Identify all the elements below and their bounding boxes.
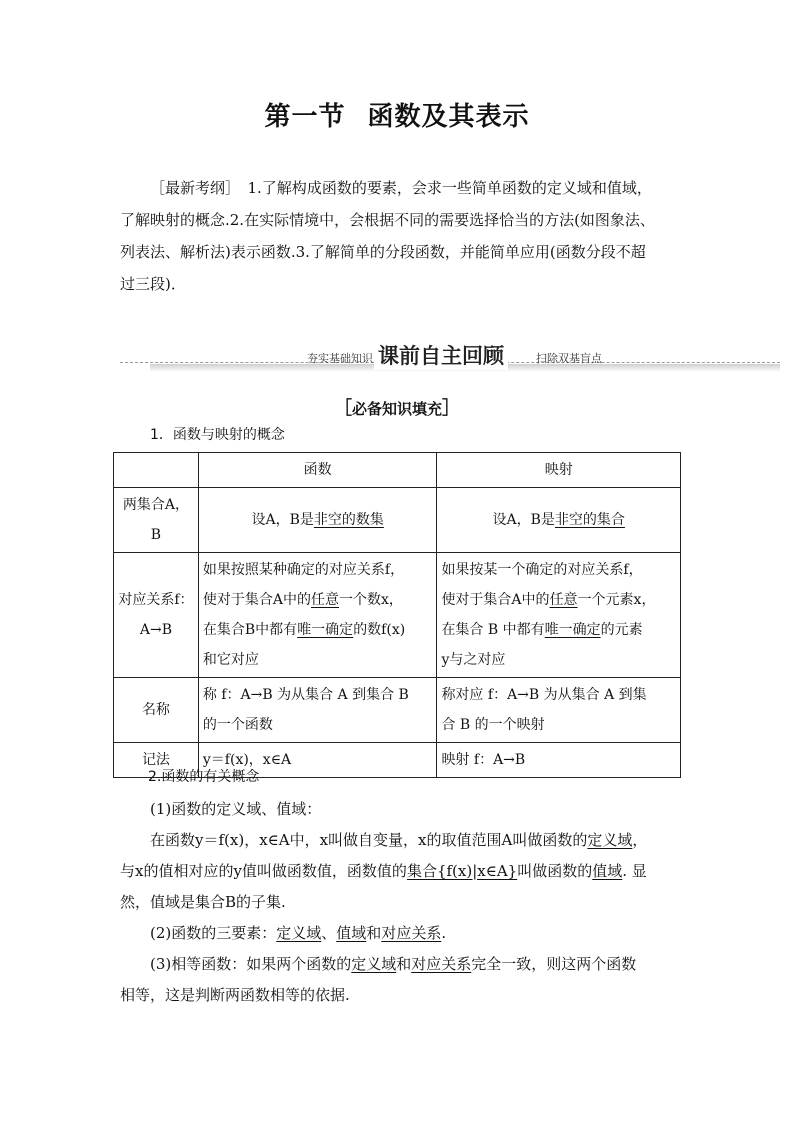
table-cell: 设A，B是非空的集合	[437, 488, 681, 553]
body-line: 与x的值相对应的y值叫做函数值，函数值的集合{f(x)|x∈A}叫做函数的值域. 显	[120, 862, 647, 880]
banner-title: 课前自主回顾	[374, 340, 508, 370]
table-cell: 映射 f：A→B	[437, 743, 681, 778]
section2-title: 2.函数的有关概念	[148, 769, 260, 785]
table-cell: 设A，B是非空的数集	[198, 488, 437, 553]
body-line: 然，值域是集合B的子集.	[120, 893, 286, 911]
heading-label: 必备知识填充	[351, 400, 442, 418]
table-header-cell: 函数	[198, 453, 437, 488]
banner-right-text: 扫除双基盲点	[536, 352, 602, 365]
row-label: 名称	[114, 678, 199, 743]
table-cell: 如果按某一个确定的对应关系f， 使对于集合A中的任意一个元素x， 在集合 B 中都有唯一确定的元素 y与之对应	[437, 553, 681, 678]
table-row	[114, 553, 681, 678]
table-header-cell: 映射	[437, 453, 681, 488]
page-title	[0, 96, 794, 133]
title-topic: 函数及其表示	[367, 102, 530, 132]
syllabus-line: 列表法、解析法)表示函数.3.了解简单的分段函数，并能简单应用(函数分段不超	[120, 243, 646, 261]
table-cell: y＝f(x)，x∈A	[198, 743, 437, 778]
syllabus-line: 过三段)．	[120, 275, 186, 293]
body-line: 在函数y＝f(x)，x∈A中，x叫做自变量，x的取值范围A叫做函数的定义域，	[150, 831, 648, 849]
concept-table	[113, 452, 681, 778]
table-cell: 称对应 f：A→B 为从集合 A 到集 合 B 的一个映射	[437, 678, 681, 743]
syllabus-paragraph	[120, 172, 680, 300]
syllabus-line: ［最新考纲］ 1.了解构成函数的要素，会求一些简单函数的定义域和值域，	[150, 179, 652, 197]
table-row	[114, 678, 681, 743]
table-row	[114, 488, 681, 553]
section2-body	[120, 794, 680, 1011]
table-cell: 称 f：A→B 为从集合 A 到集合 B 的一个函数	[198, 678, 437, 743]
banner-left-text: 夯实基础知识	[307, 352, 373, 365]
heading-bracket-close: ］	[442, 398, 460, 419]
table-header-row	[114, 453, 681, 488]
table-cell: 如果按照某种确定的对应关系f， 使对于集合A中的任意一个数x， 在集合B中都有唯一确定的数f(x) 和它对应	[198, 553, 437, 678]
body-line: 相等，这是判断两函数相等的依据.	[120, 986, 350, 1004]
body-line: (2)函数的三要素：定义域、值域和对应关系.	[150, 924, 447, 942]
subsection-title: (1)函数的定义域、值域：	[150, 800, 322, 818]
knowledge-heading	[0, 394, 794, 420]
heading-bracket-open: ［	[333, 398, 352, 419]
body-line: (3)相等函数：如果两个函数的定义域和对应关系完全一致，则这两个函数	[150, 955, 637, 973]
row-label: 记法	[114, 743, 199, 778]
section1-title: 1．函数与映射的概念	[150, 427, 285, 443]
syllabus-line: 了解映射的概念.2.在实际情境中，会根据不同的需要选择恰当的方法(如图象法、	[120, 211, 655, 229]
row-label: 两集合A， B	[114, 488, 199, 553]
title-section-number: 第一节	[264, 102, 346, 132]
row-label: 对应关系f： A→B	[114, 553, 199, 678]
section-banner	[120, 340, 780, 374]
table-header-cell	[114, 453, 199, 488]
